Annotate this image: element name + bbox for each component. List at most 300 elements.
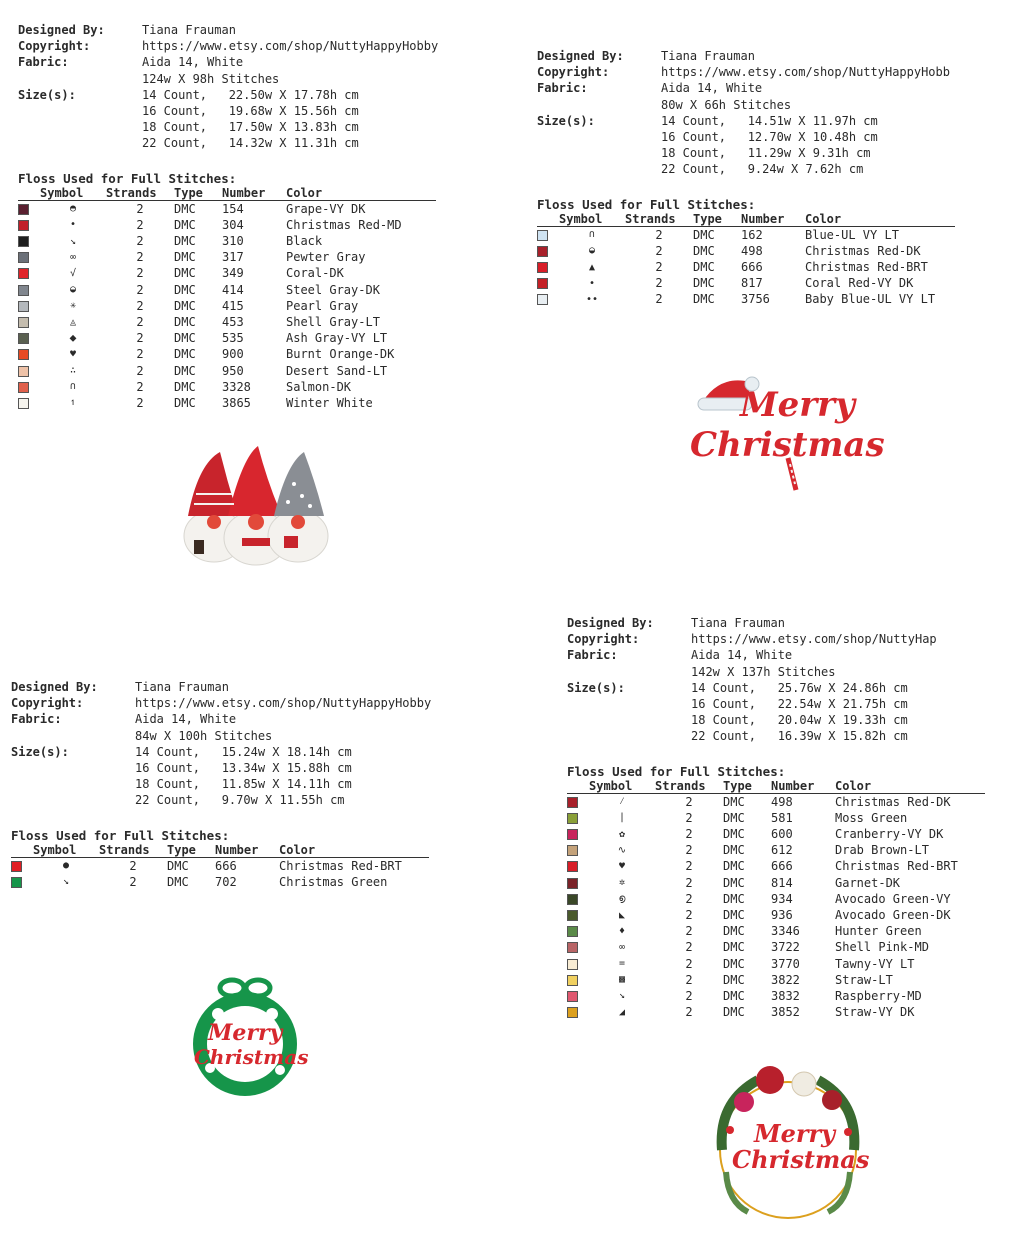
size-row — [537, 145, 955, 161]
floss-color: Straw-VY DK — [835, 1005, 915, 1020]
size-value: 22 Count, 14.32w X 11.31h cm — [142, 136, 359, 151]
color-swatch — [18, 268, 29, 279]
floss-color: Moss Green — [835, 810, 908, 825]
floss-strands: 2 — [136, 347, 144, 362]
fabric-row — [18, 54, 438, 70]
floss-symbol: ◒ — [588, 245, 596, 257]
designed-by-value: Tiana Frauman — [661, 49, 755, 63]
floss-row — [537, 291, 955, 307]
designed-by-row — [18, 22, 438, 38]
floss-row — [537, 226, 955, 243]
size-value: 18 Count, 20.04w X 19.33h cm — [691, 713, 908, 728]
floss-type: DMC — [723, 972, 745, 987]
floss-row — [18, 363, 436, 379]
floss-number: 304 — [222, 217, 244, 232]
size-label — [537, 145, 661, 161]
floss-color: Ash Gray-VY LT — [286, 331, 388, 346]
copyright-row — [537, 64, 955, 80]
floss-table — [537, 212, 955, 308]
stitch-count-label — [18, 71, 142, 87]
floss-header-row — [11, 843, 429, 858]
size-label — [11, 760, 135, 776]
floss-strands: 2 — [685, 988, 693, 1003]
color-swatch — [567, 1007, 578, 1018]
size-value: 18 Count, 11.85w X 14.11h cm — [135, 777, 352, 792]
floss-number: 349 — [222, 266, 244, 281]
floss-type: DMC — [174, 315, 196, 330]
floss-strands: 2 — [655, 243, 663, 258]
floss-title: Floss Used for Full Stitches: — [11, 827, 230, 843]
floss-strands: 2 — [685, 924, 693, 939]
color-swatch — [567, 975, 578, 986]
floss-title: Floss Used for Full Stitches: — [537, 196, 756, 212]
floss-row — [18, 379, 436, 395]
column-header: Symbol — [33, 843, 99, 858]
floss-type: DMC — [693, 243, 715, 258]
column-header: Strands — [106, 186, 174, 201]
designed-by-row — [567, 615, 985, 631]
floss-symbol: ✲ — [618, 877, 626, 889]
floss-number: 317 — [222, 250, 244, 265]
swatch-header — [11, 843, 33, 858]
designed-by-value: Tiana Frauman — [135, 680, 229, 694]
size-label — [11, 776, 135, 792]
column-header: Color — [286, 186, 436, 201]
floss-number: 3822 — [771, 972, 800, 987]
floss-symbol: = — [618, 958, 626, 970]
stitch-count-row — [567, 664, 985, 680]
floss-row — [18, 217, 436, 233]
floss-row — [567, 923, 985, 939]
size-value: 14 Count, 14.51w X 11.97h cm — [661, 113, 878, 128]
floss-type: DMC — [723, 988, 745, 1003]
column-header: Type — [723, 779, 771, 794]
color-swatch — [567, 926, 578, 937]
floss-title: Floss Used for Full Stitches: — [18, 170, 237, 186]
christmas-text: Christmas — [194, 1045, 309, 1069]
floss-number: 3722 — [771, 940, 800, 955]
size-row — [18, 119, 438, 135]
floss-number: 581 — [771, 810, 793, 825]
fabric-row — [567, 647, 985, 663]
column-header: Type — [167, 843, 215, 858]
stitch-count-label — [11, 728, 135, 744]
floss-color: Tawny-VY LT — [835, 956, 915, 971]
column-header: Type — [174, 186, 222, 201]
merry-text: Merry — [740, 385, 855, 425]
column-header: Strands — [99, 843, 167, 858]
color-swatch — [537, 230, 548, 241]
floss-type: DMC — [174, 347, 196, 362]
size-value: 16 Count, 12.70w X 10.48h cm — [661, 130, 878, 145]
floss-symbol: ◓ — [69, 203, 77, 215]
floss-type: DMC — [693, 227, 715, 242]
size-value: 16 Count, 22.54w X 21.75h cm — [691, 697, 908, 712]
floss-type: DMC — [723, 924, 745, 939]
color-swatch — [18, 333, 29, 344]
floss-strands: 2 — [655, 276, 663, 291]
size-row — [18, 103, 438, 119]
fabric-value: Aida 14, White — [135, 712, 237, 727]
floss-strands: 2 — [685, 1005, 693, 1020]
size-value: 14 Count, 15.24w X 18.14h cm — [135, 744, 352, 759]
swatch-header — [567, 779, 589, 794]
floss-row — [567, 810, 985, 826]
floss-strands: 2 — [136, 282, 144, 297]
floss-strands: 2 — [136, 379, 144, 394]
floss-number: 814 — [771, 875, 793, 890]
floss-row — [18, 249, 436, 265]
pattern-info — [537, 48, 955, 178]
floss-symbol: ∞ — [618, 941, 626, 953]
color-swatch — [537, 294, 548, 305]
merry-text: Merry — [208, 1020, 283, 1046]
floss-type: DMC — [167, 874, 189, 889]
floss-strands: 2 — [136, 266, 144, 281]
floss-row — [567, 842, 985, 858]
stitch-count-label — [567, 664, 691, 680]
floss-color: Cranberry-VY DK — [835, 827, 944, 842]
floss-type: DMC — [693, 260, 715, 275]
floss-number: 3852 — [771, 1005, 800, 1020]
floss-symbol: ▩ — [618, 974, 626, 986]
copyright-label: Copyright: — [567, 632, 640, 647]
fabric-row — [537, 80, 955, 96]
size-row — [567, 712, 985, 728]
floss-row — [18, 298, 436, 314]
floss-color: Pearl Gray — [286, 298, 359, 313]
swatch-header — [537, 212, 559, 227]
floss-symbol: • — [69, 219, 77, 231]
designed-by-label: Designed By: — [537, 49, 624, 63]
floss-symbol: ∞ — [69, 251, 77, 263]
fabric-label: Fabric: — [537, 81, 588, 96]
floss-row — [567, 907, 985, 923]
stitch-count-value: 142w X 137h Stitches — [691, 664, 836, 679]
merry-christmas-ornament-artwork — [188, 974, 309, 1100]
floss-number: 936 — [771, 908, 793, 923]
column-header: Color — [279, 843, 429, 858]
floss-header-row — [537, 212, 955, 227]
designed-by-value: Tiana Frauman — [142, 23, 236, 37]
floss-strands: 2 — [136, 234, 144, 249]
size-value: 18 Count, 17.50w X 13.83h cm — [142, 120, 359, 135]
floss-symbol: ♥ — [618, 860, 626, 872]
color-swatch — [18, 204, 29, 215]
size-value: 14 Count, 25.76w X 24.86h cm — [691, 680, 908, 695]
floss-color: Steel Gray-DK — [286, 282, 380, 297]
floss-number: 415 — [222, 298, 244, 313]
floss-number: 666 — [741, 260, 763, 275]
floss-row — [567, 793, 985, 810]
color-swatch — [18, 366, 29, 377]
copyright-value: https://www.etsy.com/shop/NuttyHappyHobby — [135, 696, 432, 711]
floss-strands: 2 — [136, 395, 144, 410]
floss-number: 310 — [222, 234, 244, 249]
floss-row — [11, 857, 429, 874]
floss-strands: 2 — [136, 217, 144, 232]
copyright-label: Copyright: — [537, 65, 610, 80]
floss-number: 950 — [222, 363, 244, 378]
column-header: Strands — [625, 212, 693, 227]
floss-color: Straw-LT — [835, 972, 893, 987]
stitch-count-value: 80w X 66h Stitches — [661, 97, 792, 112]
floss-color: Avocado Green-VY — [835, 891, 951, 906]
floss-row — [537, 275, 955, 291]
floss-color: Drab Brown-LT — [835, 843, 929, 858]
floss-row — [567, 956, 985, 972]
floss-color: Grape-VY DK — [286, 201, 366, 216]
floss-symbol: ∿ — [617, 844, 627, 856]
copyright-row — [11, 695, 431, 711]
floss-strands: 2 — [136, 298, 144, 313]
size-label — [18, 135, 142, 151]
pattern-sheet-merry-christmas-hat — [537, 48, 955, 308]
size-value: 18 Count, 11.29w X 9.31h cm — [661, 146, 871, 161]
floss-number: 162 — [741, 227, 763, 242]
floss-number: 600 — [771, 827, 793, 842]
fabric-label: Fabric: — [11, 712, 62, 727]
floss-strands: 2 — [685, 859, 693, 874]
copyright-label: Copyright: — [18, 39, 91, 54]
floss-symbol: ⁄ — [618, 795, 625, 807]
floss-type: DMC — [174, 234, 196, 249]
column-header: Symbol — [589, 779, 655, 794]
floss-type: DMC — [693, 292, 715, 307]
floss-strands: 2 — [655, 227, 663, 242]
floss-type: DMC — [723, 1005, 745, 1020]
floss-strands: 2 — [655, 260, 663, 275]
floss-symbol: ∩ — [69, 381, 77, 393]
color-swatch — [537, 262, 548, 273]
column-header: Type — [693, 212, 741, 227]
floss-symbol: ↘ — [618, 990, 626, 1002]
floss-color: Burnt Orange-DK — [286, 347, 395, 362]
color-swatch — [537, 278, 548, 289]
column-header: Symbol — [40, 186, 106, 201]
stitch-count-value: 124w X 98h Stitches — [142, 71, 280, 86]
color-swatch — [18, 236, 29, 247]
floss-color: Blue-UL VY LT — [805, 227, 899, 242]
floss-row — [567, 858, 985, 874]
color-swatch — [567, 910, 578, 921]
merry-christmas-wreath-artwork — [708, 1062, 868, 1228]
pattern-sheet-merry-christmas-wreath — [567, 615, 985, 1020]
floss-number: 666 — [771, 859, 793, 874]
floss-number: 817 — [741, 276, 763, 291]
floss-title: Floss Used for Full Stitches: — [567, 763, 786, 779]
floss-symbol: ✿ — [618, 828, 626, 840]
floss-color: Pewter Gray — [286, 250, 366, 265]
floss-strands: 2 — [685, 810, 693, 825]
floss-type: DMC — [693, 276, 715, 291]
size-label — [11, 792, 135, 808]
floss-type: DMC — [723, 875, 745, 890]
floss-strands: 2 — [685, 972, 693, 987]
designed-by-row — [11, 679, 431, 695]
floss-symbol: ∴ — [69, 365, 77, 377]
floss-symbol: ൭ — [618, 893, 626, 905]
size-row — [18, 135, 438, 151]
floss-number: 154 — [222, 201, 244, 216]
floss-type: DMC — [167, 858, 189, 873]
floss-strands: 2 — [685, 843, 693, 858]
color-swatch — [11, 877, 22, 888]
color-swatch — [567, 845, 578, 856]
designed-by-label: Designed By: — [11, 680, 98, 694]
floss-number: 535 — [222, 331, 244, 346]
floss-number: 498 — [771, 794, 793, 809]
floss-color: Coral Red-VY DK — [805, 276, 914, 291]
size-value: 22 Count, 16.39w X 15.82h cm — [691, 729, 908, 744]
floss-symbol: ● — [62, 860, 70, 872]
color-swatch — [18, 317, 29, 328]
floss-row — [567, 826, 985, 842]
floss-table — [11, 843, 429, 890]
floss-type: DMC — [174, 217, 196, 232]
floss-number: 934 — [771, 891, 793, 906]
floss-header-row — [18, 186, 436, 201]
floss-row — [567, 1004, 985, 1020]
floss-type: DMC — [174, 395, 196, 410]
christmas-text: Christmas — [732, 1145, 870, 1174]
stitch-count-row — [11, 728, 431, 744]
floss-row — [18, 314, 436, 330]
color-swatch — [11, 861, 22, 872]
pattern-sheet-merry-christmas-ornament — [11, 679, 431, 890]
floss-number: 3328 — [222, 379, 251, 394]
floss-color: Baby Blue-UL VY LT — [805, 292, 936, 307]
copyright-label: Copyright: — [11, 696, 84, 711]
size-value: 22 Count, 9.70w X 11.55h cm — [135, 793, 345, 808]
column-header: Number — [222, 186, 286, 201]
floss-row — [567, 988, 985, 1004]
floss-symbol: ∩ — [588, 229, 596, 241]
floss-number: 498 — [741, 243, 763, 258]
fabric-value: Aida 14, White — [142, 55, 244, 70]
floss-symbol: • — [588, 277, 596, 289]
floss-type: DMC — [723, 827, 745, 842]
fabric-label: Fabric: — [567, 648, 618, 663]
stitch-count-label — [537, 97, 661, 113]
floss-row — [18, 395, 436, 411]
floss-number: 453 — [222, 315, 244, 330]
color-swatch — [18, 349, 29, 360]
christmas-text: Christmas — [690, 425, 885, 465]
size-row — [567, 696, 985, 712]
floss-number: 3832 — [771, 988, 800, 1003]
floss-row — [11, 874, 429, 890]
designed-by-label: Designed By: — [567, 616, 654, 630]
floss-row — [18, 233, 436, 249]
floss-strands: 2 — [685, 827, 693, 842]
floss-symbol: ♦ — [618, 925, 626, 937]
color-swatch — [18, 220, 29, 231]
floss-type: DMC — [723, 843, 745, 858]
floss-symbol: ◢ — [618, 1006, 626, 1018]
floss-symbol: •• — [585, 293, 599, 305]
floss-number: 900 — [222, 347, 244, 362]
pattern-info — [18, 22, 438, 152]
floss-row — [18, 346, 436, 362]
size-row — [567, 680, 985, 696]
column-header: Symbol — [559, 212, 625, 227]
floss-number: 3865 — [222, 395, 251, 410]
floss-color: Salmon-DK — [286, 379, 352, 394]
floss-table — [567, 779, 985, 1021]
size-row — [11, 792, 431, 808]
color-swatch — [567, 991, 578, 1002]
floss-type: DMC — [174, 331, 196, 346]
size-value: 22 Count, 9.24w X 7.62h cm — [661, 162, 864, 177]
floss-strands: 2 — [685, 940, 693, 955]
size-label — [537, 161, 661, 177]
size-row — [18, 87, 438, 103]
floss-strands: 2 — [685, 875, 693, 890]
color-swatch — [18, 252, 29, 263]
color-swatch — [567, 797, 578, 808]
floss-type: DMC — [723, 891, 745, 906]
fabric-value: Aida 14, White — [661, 81, 763, 96]
floss-strands: 2 — [685, 956, 693, 971]
floss-strands: 2 — [655, 292, 663, 307]
floss-row — [537, 243, 955, 259]
floss-type: DMC — [723, 940, 745, 955]
size-row — [567, 728, 985, 744]
floss-symbol: | — [618, 812, 626, 824]
size-value: 14 Count, 22.50w X 17.78h cm — [142, 87, 359, 102]
size-value: 16 Count, 19.68w X 15.56h cm — [142, 104, 359, 119]
floss-strands: 2 — [136, 363, 144, 378]
size-value: 16 Count, 13.34w X 15.88h cm — [135, 761, 352, 776]
designed-by-row — [537, 48, 955, 64]
floss-table — [18, 186, 436, 411]
designed-by-label: Designed By: — [18, 23, 105, 37]
floss-color: Raspberry-MD — [835, 988, 922, 1003]
floss-symbol: √ — [69, 267, 77, 279]
floss-type: DMC — [174, 266, 196, 281]
copyright-value: https://www.etsy.com/shop/NuttyHappyHobby — [142, 39, 439, 54]
copyright-row — [18, 38, 438, 54]
floss-type: DMC — [723, 908, 745, 923]
column-header: Number — [215, 843, 279, 858]
floss-color: Christmas Red-BRT — [805, 260, 928, 275]
floss-symbol: ✳ — [69, 300, 77, 312]
fabric-row — [11, 711, 431, 727]
floss-color: Shell Gray-LT — [286, 315, 380, 330]
floss-strands: 2 — [129, 874, 137, 889]
floss-color: Christmas Red-BRT — [835, 859, 958, 874]
floss-type: DMC — [174, 201, 196, 216]
floss-symbol: ◣ — [618, 909, 626, 921]
merry-text: Merry — [754, 1119, 836, 1148]
floss-header-row — [567, 779, 985, 794]
floss-type: DMC — [174, 363, 196, 378]
floss-color: Hunter Green — [835, 924, 922, 939]
floss-symbol: ◬ — [69, 316, 77, 328]
floss-type: DMC — [723, 956, 745, 971]
gnomes-artwork — [176, 444, 336, 568]
floss-strands: 2 — [136, 331, 144, 346]
size-row — [11, 776, 431, 792]
floss-strands: 2 — [685, 891, 693, 906]
copyright-value: https://www.etsy.com/shop/NuttyHappyHobb — [661, 65, 950, 80]
floss-strands: 2 — [685, 794, 693, 809]
floss-row — [567, 972, 985, 988]
floss-color: Winter White — [286, 395, 373, 410]
column-header: Strands — [655, 779, 723, 794]
floss-strands: 2 — [136, 250, 144, 265]
